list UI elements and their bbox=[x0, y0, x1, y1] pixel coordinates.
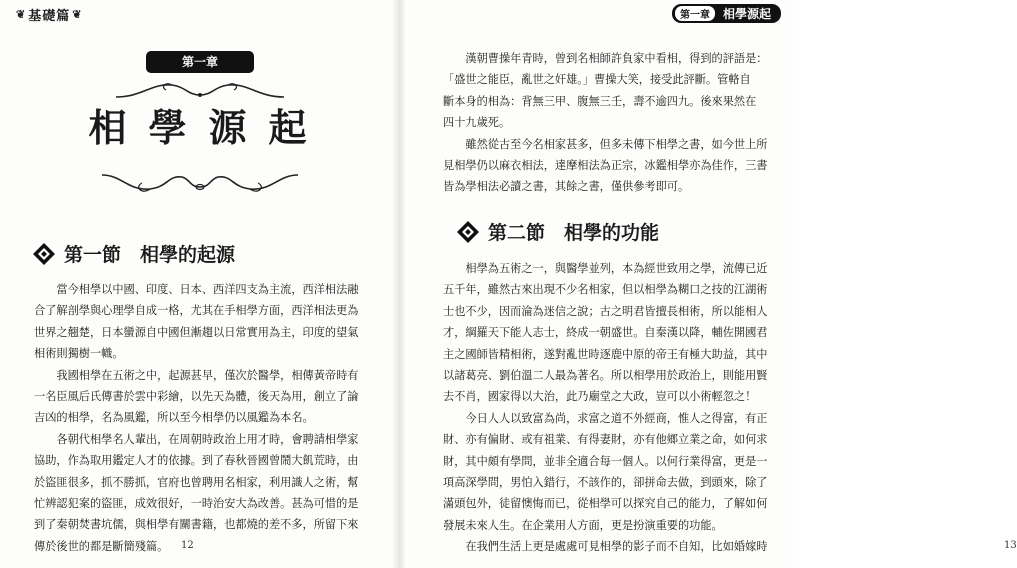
right-page bbox=[401, 0, 1017, 568]
running-header-right bbox=[672, 4, 781, 23]
right-top-body-text bbox=[443, 48, 779, 198]
chapter-title: 相學源起 bbox=[88, 105, 329, 150]
running-header-chapter: 第一章 bbox=[675, 6, 715, 21]
left-body-text bbox=[34, 279, 370, 557]
running-header-text: 基礎篇 bbox=[28, 9, 71, 24]
section-heading-2 bbox=[456, 218, 659, 245]
right-bottom-body-text bbox=[443, 258, 779, 558]
paragraph: 我國相學在五術之中，起源甚早，僅次於醫學，相傳黃帝時有 一名臣風后氏傳書於雲中彩繪，以先天為體，後天為用，創立了論 吉凶的相學，名為風鑑，所以至今相學仍以風鑑為本名。 bbox=[34, 368, 359, 425]
running-header-left bbox=[16, 5, 82, 24]
paragraph: 雖然從古至今名相家甚多，但多未傳下相學之書，如今世上所 見相學仍以麻衣相法，達摩相法為正宗，冰鑑相學亦為佳作，三書 皆為學相法必讀之書，其餘之書，僅供參考即可。 bbox=[443, 137, 768, 194]
left-page bbox=[0, 0, 395, 568]
section-heading-text: 第一節 相學的起源 bbox=[64, 244, 236, 266]
section-heading-1 bbox=[32, 240, 235, 267]
page-number-left: 12 bbox=[181, 540, 194, 551]
diamond-bullet-icon bbox=[456, 220, 480, 244]
paragraph: 相學為五術之一，與醫學並列，本為經世致用之學，流傳已近 五千年，雖然古來出現不少名相家，但以相學為糊口之技的江湖術 士也不少，因而淪為迷信之說；古之明君皆擅長相術，所以能相人 才，綱羅天下能人志士，終成一朝盛世。自秦漢以降，輔佐開國君 主之國師皆精相術，遂對亂世時逐鹿中原的帝王有極大助益，其中 以諸葛亮、劉伯溫二人最為著名。所以相學用於政治上，則能用賢 去不肖，國家得以大治，此乃廟堂之大政，豈可以小術輕忽之！ bbox=[443, 262, 768, 404]
paragraph: 漢朝曹操年青時，曾到名相師許負家中看相，得到的評語是： 「盛世之能臣，亂世之奸雄。」曹操大笑，接受此評斷。管輅自 斷本身的相為：背無三甲、腹無三壬，壽不逾四九。後來果然在 四十九歲死。 bbox=[443, 52, 768, 130]
running-header-title: 相學源起 bbox=[722, 7, 771, 21]
paragraph: 當今相學以中國、印度、日本、西洋四支為主流，西洋相法融 合了解剖學與心理學自成一格，尤其在手相學方面，西洋相法更為 世界之翹楚，日本蠻源自中國但漸趨以日常實用為主，印度的望氣 相術則獨樹一幟。 bbox=[34, 283, 359, 361]
flourish-right-icon: ❦ bbox=[72, 8, 83, 21]
section-heading-text: 第二節 相學的功能 bbox=[488, 222, 660, 244]
diamond-bullet-icon bbox=[32, 242, 56, 266]
paragraph: 今日人人以致富為尚，求富之道不外經商，惟人之得富，有正 財、亦有偏財、或有祖業、有得妻財，亦有他鄉立業之命，如何求 財，其中頗有學問，並非全適合每一個人。以何行業得富，更是一 項高深學問，男怕入錯行，不該作的，卻拼命去做，到頭來，除了 滿頭包外，徒留懊悔而已，從相學可以探究自己的能力，了解如何 發展未來人生。在企業用人方面，更是扮演重要的功能。 bbox=[443, 411, 768, 532]
paragraph: 各朝代相學名人輩出，在周朝時政治上用才時，會聘請相學家 協助，作為取用鑑定人才的依據。到了春秋晉國曾鬧大飢荒時，由 於盜匪很多，抓不勝抓，官府也曾聘用名相家，利用識人之術，幫 忙辨認犯案的盜匪，成效很好，一時治安大為改善。甚為可惜的是 到了秦朝焚書坑儒，與相學有關書籍，也都燒的差不多，所留下來 傳於後世的都是斷簡殘篇。 bbox=[34, 432, 359, 553]
ornament-bottom-icon bbox=[98, 167, 302, 197]
flourish-left-icon: ❦ bbox=[16, 8, 27, 21]
paragraph: 在我們生活上更是處處可見相學的影子而不自知，比如婚嫁時 bbox=[465, 540, 768, 554]
page-number-right: 13 bbox=[1004, 540, 1017, 551]
chapter-label-banner: 第一章 bbox=[146, 51, 254, 73]
